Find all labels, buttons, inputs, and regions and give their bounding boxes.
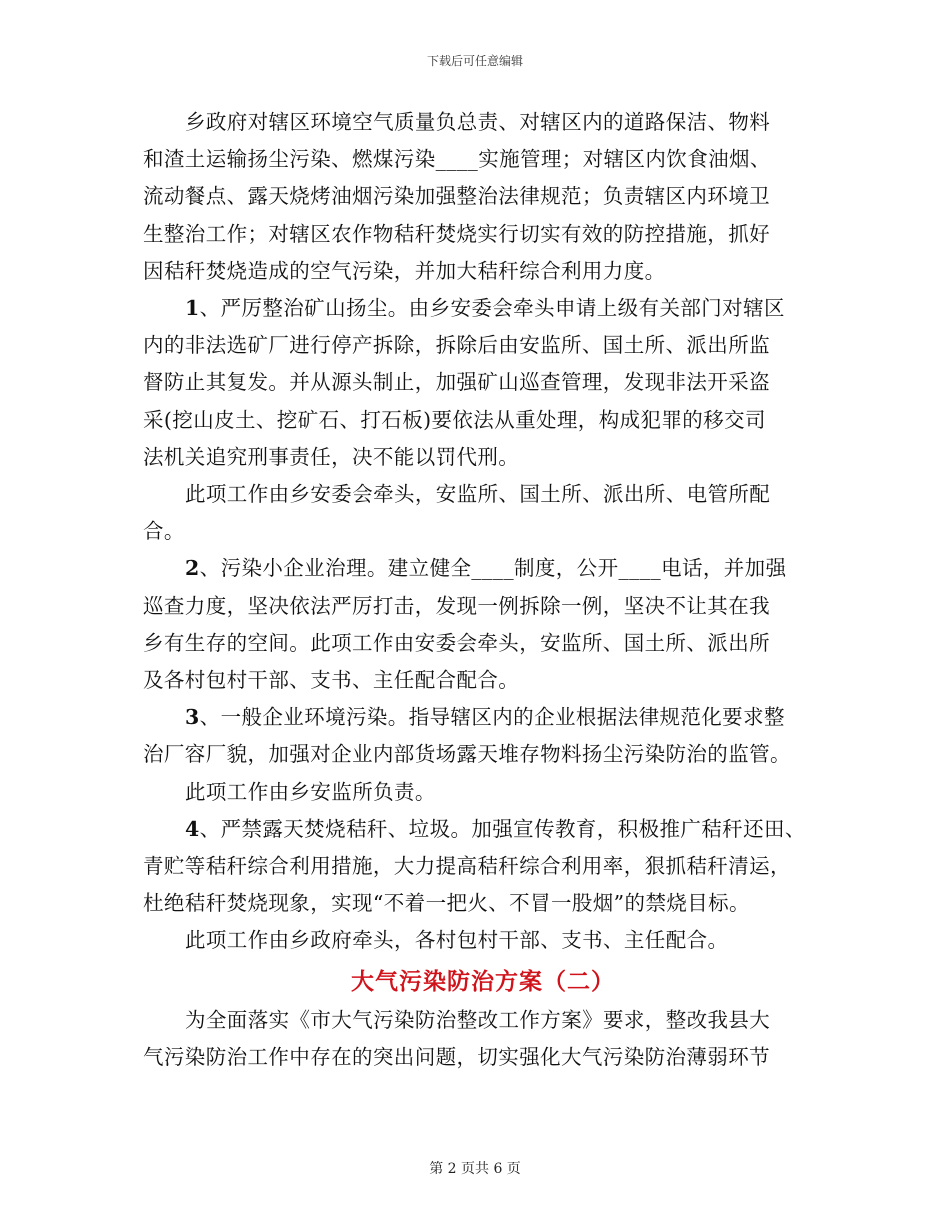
paragraph-line: 乡有生存的空间。此项工作由安委会牵头，安监所、国土所、派出所: [143, 630, 770, 655]
item-number: 2: [185, 556, 200, 581]
paragraph-line: 及各村包村干部、支书、主任配合配合。: [143, 668, 520, 693]
paragraph-line: 采(挖山皮土、挖矿石、打石板)要依法从重处理，构成犯罪的移交司: [143, 407, 766, 432]
list-item-2: [143, 550, 823, 587]
paragraph-line: 和渣土运输扬尘污染、燃煤污染____实施管理；对辖区内饮食油烟、: [143, 147, 771, 172]
paragraph-line: 此项工作由乡政府牵头，各村包村干部、支书、主任配合。: [185, 928, 729, 953]
paragraph-line: 合。: [143, 519, 185, 544]
paragraph-line: 法机关追究刑事责任，决不能以罚代刑。: [143, 444, 520, 469]
paragraph-line: 治厂容厂貌，加强对企业内部货场露天堆存物料扬尘污染防治的监管。: [143, 742, 791, 767]
paragraph-line: 因秸秆焚烧造成的空气污染，并加大秸秆综合利用力度。: [143, 258, 666, 283]
paragraph-line: 为全面落实《市大气污染防治整改工作方案》要求，整改我县大: [185, 1007, 771, 1032]
item-number: 3: [185, 705, 200, 730]
list-item-4: [143, 811, 823, 848]
paragraph-line: 生整治工作；对辖区农作物秸秆焚烧实行切实有效的防控措施，抓好: [143, 221, 770, 246]
item-number: 4: [185, 816, 200, 841]
item-text: 、污染小企业治理。建立健全____制度，公开____电话，并加强: [199, 556, 787, 581]
page-number: 第 2 页共 6 页: [429, 1161, 521, 1177]
paragraph-line: 杜绝秸秆焚烧现象，实现“不着一把火、不冒一股烟”的禁烧目标。: [143, 891, 750, 916]
document-body: [143, 104, 823, 1076]
paragraph-line: 内的非法选矿厂进行停产拆除，拆除后由安监所、国土所、派出所监: [143, 333, 770, 358]
item-text: 、严禁露天焚烧秸秆、垃圾。加强宣传教育，积极推广秸秆还田、: [199, 816, 806, 841]
paragraph-line: 气污染防治工作中存在的突出问题，切实强化大气污染防治薄弱环节: [143, 1044, 770, 1069]
paragraph-line: 巡查力度，坚决依法严厉打击，发现一例拆除一例，坚决不让其在我: [143, 593, 770, 618]
paragraph-line: 青贮等秸秆综合利用措施，大力提高秸秆综合利用率，狠抓秸秆清运，: [143, 854, 791, 879]
item-text: 、严厉整治矿山扬尘。由乡安委会牵头申请上级有关部门对辖区: [199, 296, 785, 321]
item-number: 1: [185, 296, 200, 321]
section-title: 大气污染防治方案（二）: [351, 967, 615, 995]
paragraph-line: 流动餐点、露天烧烤油烟污染加强整治法律规范；负责辖区内环境卫: [143, 184, 770, 209]
item-text: 、一般企业环境污染。指导辖区内的企业根据法律规范化要求整: [199, 705, 785, 730]
list-item-3: [143, 699, 823, 736]
paragraph-line: 此项工作由乡安委会牵头，安监所、国土所、派出所、电管所配: [185, 482, 771, 507]
paragraph-line: 督防止其复发。并从源头制止，加强矿山巡查管理，发现非法开采盗: [143, 370, 770, 395]
paragraph-line: 此项工作由乡安监所负责。: [185, 779, 436, 804]
paragraph-line: 乡政府对辖区环境空气质量负总责、对辖区内的道路保洁、物料: [185, 110, 771, 134]
list-item-1: [143, 290, 823, 327]
page-header-note: 下载后可任意编辑: [426, 54, 523, 68]
